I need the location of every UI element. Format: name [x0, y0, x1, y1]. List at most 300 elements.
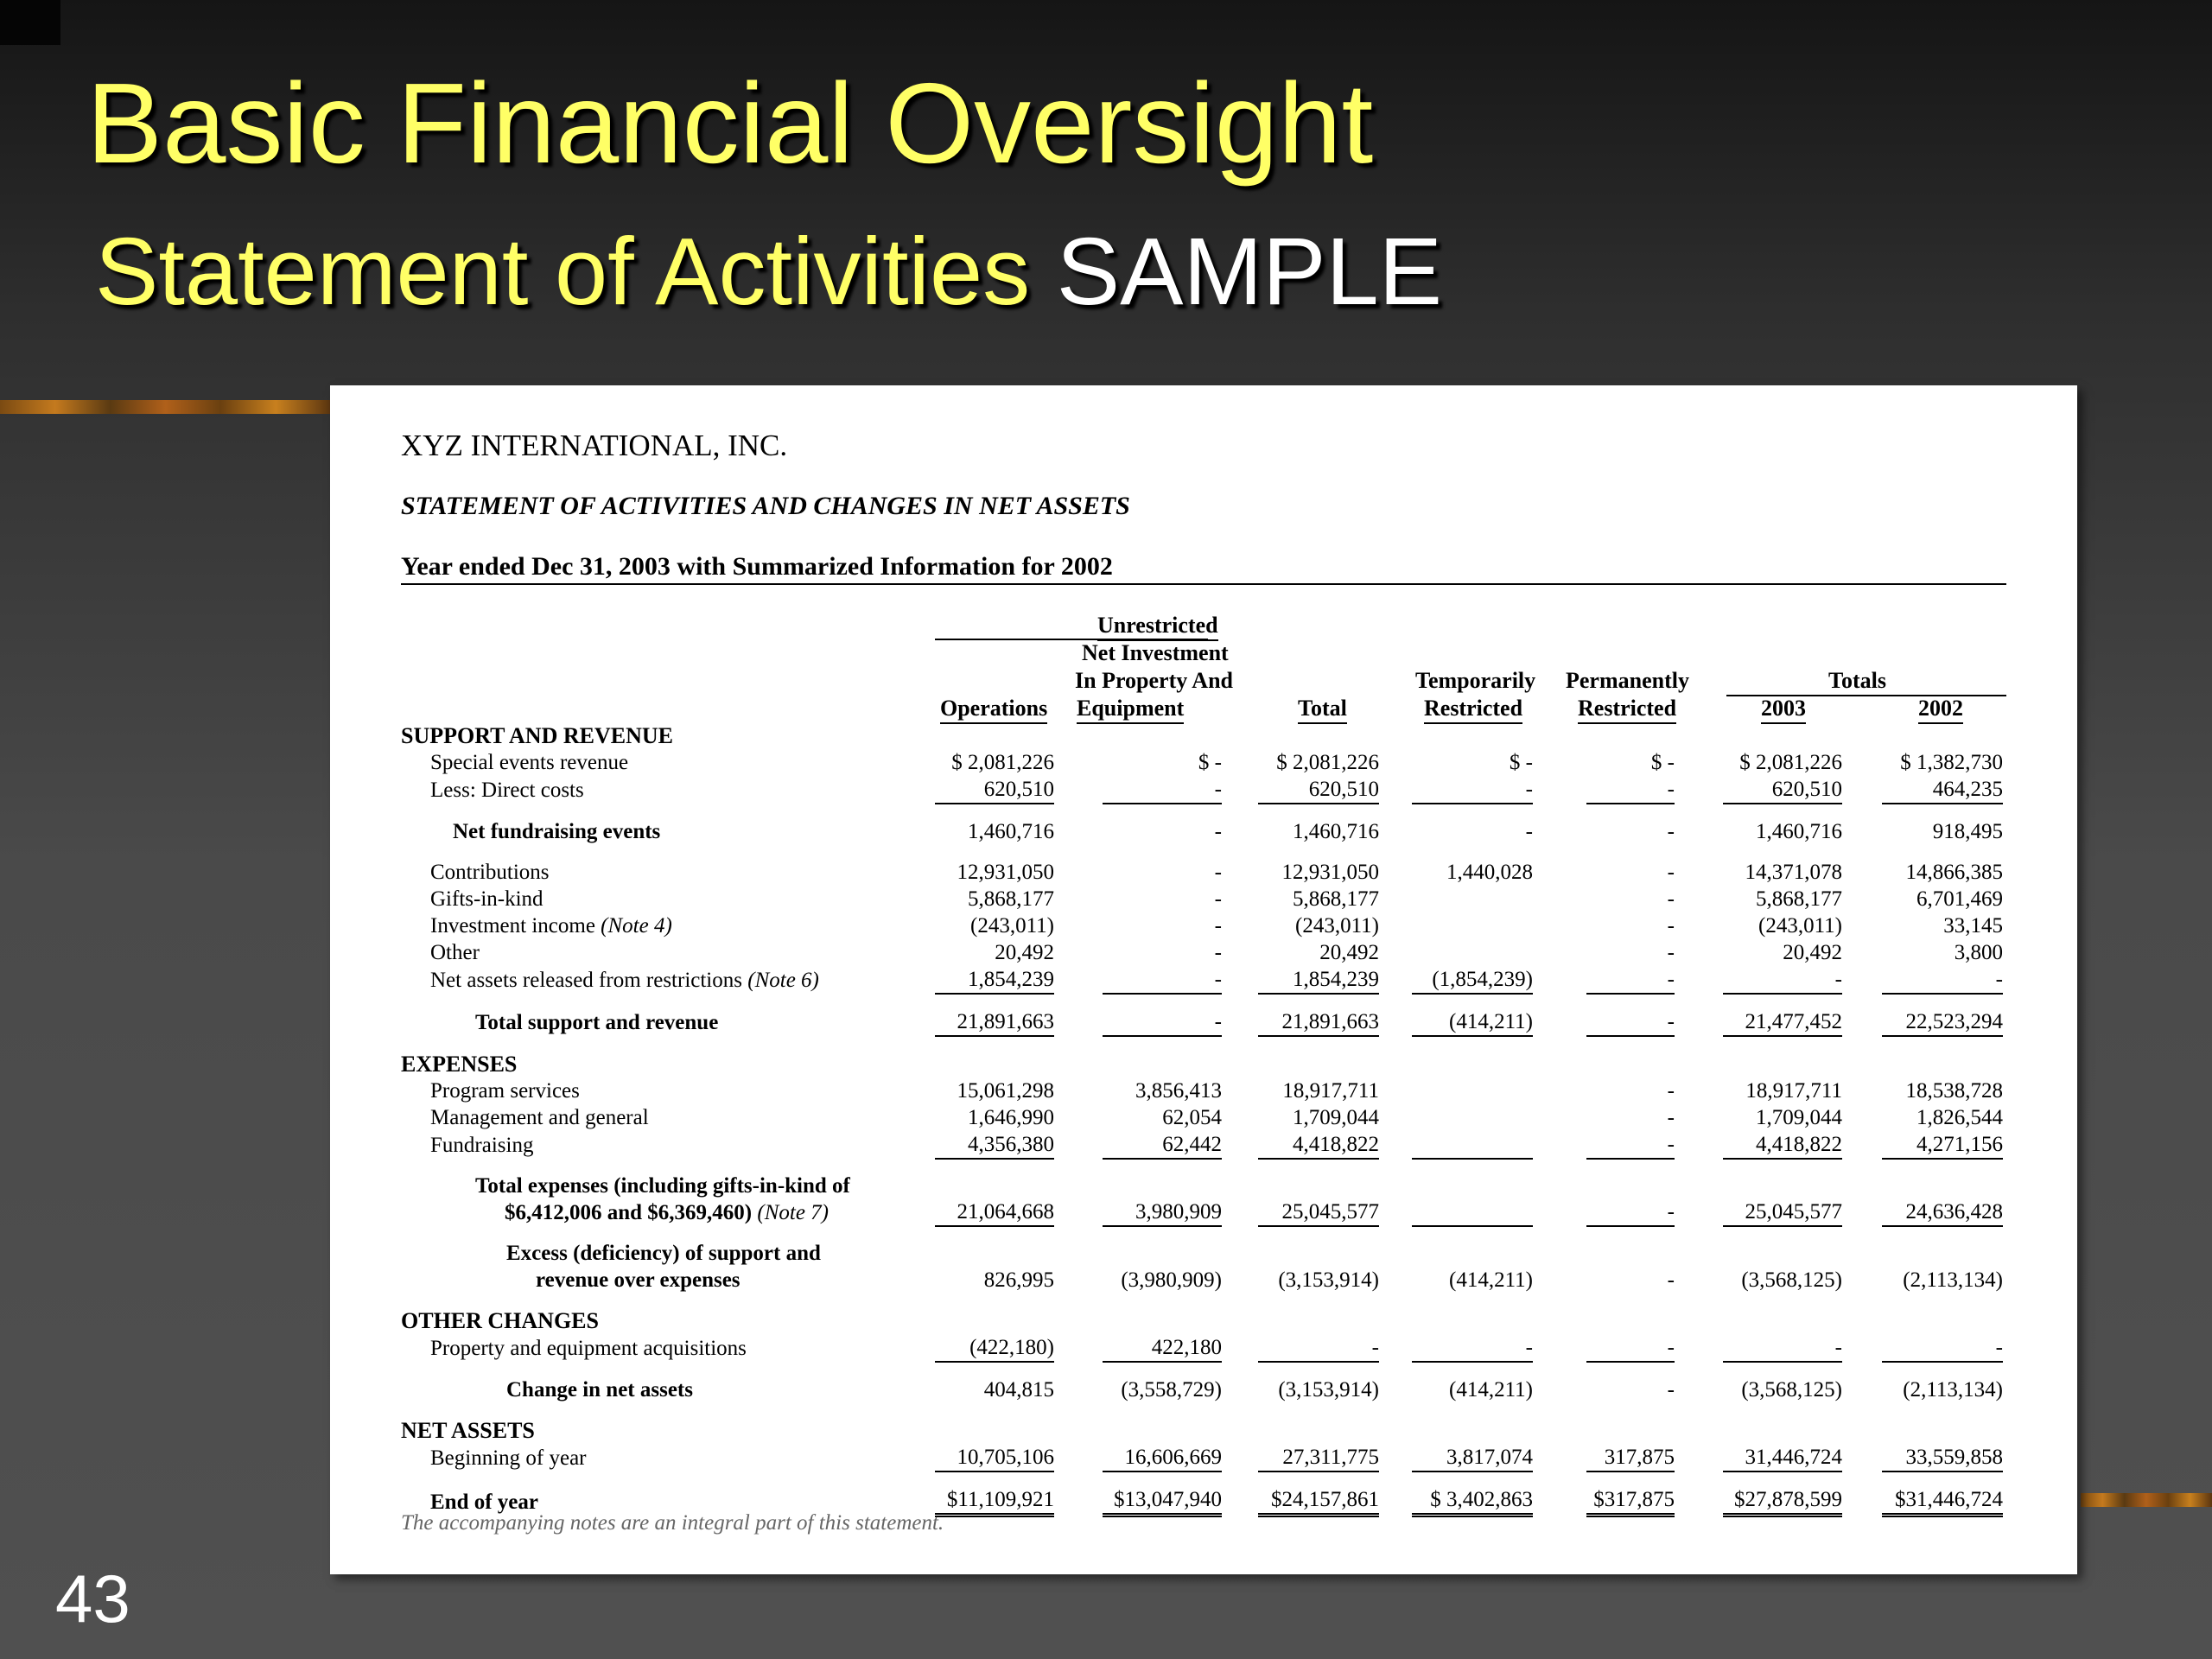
cell-operations [935, 845, 1054, 886]
cell-total [1258, 1444, 1379, 1471]
column-gap [1842, 1444, 1882, 1471]
cell-perm-restricted [1586, 1403, 1675, 1444]
cell-total-2003 [1723, 804, 1842, 845]
cell-equipment [1103, 1226, 1222, 1294]
cell-equipment [1103, 886, 1222, 912]
cell-total-2002 [1882, 1334, 2003, 1362]
column-gap [1533, 1226, 1586, 1294]
table-row [401, 776, 2003, 804]
column-gap [1379, 994, 1412, 1036]
row-label [401, 1159, 935, 1226]
cell-value: - [1667, 1106, 1675, 1129]
slide-subtitle [95, 216, 1442, 328]
column-gap [1842, 886, 1882, 912]
row-label-text: Beginning of year [430, 1446, 587, 1470]
cell-temp-restricted [1412, 994, 1533, 1036]
column-gap [1842, 912, 1882, 939]
cell-value: - [1214, 1010, 1222, 1033]
cell-value: 5,868,177 [968, 887, 1054, 911]
column-gap [1675, 886, 1723, 912]
cell-perm-restricted [1586, 966, 1675, 994]
column-gap [1533, 1294, 1586, 1334]
cell-equipment [1103, 804, 1222, 845]
row-label [401, 1362, 935, 1403]
column-gap [1533, 1362, 1586, 1403]
cell-total-2002 [1882, 1471, 2003, 1516]
row-label-line2 [506, 1267, 935, 1294]
cell-total-2003 [1723, 1159, 1842, 1226]
cell-operations [935, 1036, 1054, 1077]
cell-total-2003 [1723, 1294, 1842, 1334]
cell-total-2002 [1882, 966, 2003, 994]
cell-equipment [1103, 749, 1222, 776]
cell-value: (1,854,239) [1432, 968, 1533, 991]
cell-temp-restricted [1412, 1444, 1533, 1471]
cell-value: - [1667, 1378, 1675, 1402]
cell-operations [935, 912, 1054, 939]
cell-value: 918,495 [1932, 820, 2003, 843]
column-gap [1054, 1104, 1103, 1131]
row-label [401, 1403, 935, 1444]
cell-value: - [1214, 820, 1222, 843]
cell-temp-restricted [1412, 1471, 1533, 1516]
column-gap [1675, 1334, 1723, 1362]
activities-table [401, 722, 2003, 1517]
cell-value: 404,815 [983, 1378, 1054, 1402]
cell-equipment [1103, 1104, 1222, 1131]
column-gap [1054, 1444, 1103, 1471]
cell-equipment [1103, 912, 1222, 939]
cell-value: $ 3,402,863 [1430, 1488, 1533, 1511]
cell-value: (3,153,914) [1278, 1378, 1379, 1402]
cell-value: 6,701,469 [1916, 887, 2003, 911]
cell-value: 33,145 [1943, 914, 2003, 938]
cell-value: 5,868,177 [1293, 887, 1379, 911]
cell-value: - [1214, 861, 1222, 884]
cell-total-2003 [1723, 845, 1842, 886]
cell-value: (3,980,909) [1121, 1268, 1222, 1292]
cell-equipment [1103, 1159, 1222, 1226]
column-gap [1222, 966, 1258, 994]
column-gap [1842, 845, 1882, 886]
cell-total [1258, 994, 1379, 1036]
cell-value: - [1214, 914, 1222, 938]
cell-total-2002 [1882, 1159, 2003, 1226]
cell-value: $31,446,724 [1895, 1488, 2003, 1511]
cell-total [1258, 804, 1379, 845]
row-label-text: Program services [430, 1079, 580, 1103]
column-gap [1379, 804, 1412, 845]
column-gap [1533, 1471, 1586, 1516]
cell-value: $13,047,940 [1114, 1488, 1222, 1511]
cell-total-2002 [1882, 912, 2003, 939]
cell-temp-restricted [1412, 749, 1533, 776]
cell-total [1258, 1036, 1379, 1077]
row-label-text: End of year [430, 1490, 538, 1514]
cell-total-2002 [1882, 1077, 2003, 1104]
cell-value: $ 2,081,226 [1276, 751, 1379, 774]
cell-value: $ - [1650, 751, 1675, 774]
cell-value: 25,045,577 [1281, 1200, 1379, 1224]
column-gap [1054, 886, 1103, 912]
cell-value: (3,153,914) [1278, 1268, 1379, 1292]
column-gap [1054, 939, 1103, 966]
row-label-text: SUPPORT AND REVENUE [401, 723, 673, 748]
column-gap [1222, 749, 1258, 776]
cell-value: 1,709,044 [1293, 1106, 1379, 1129]
cell-operations [935, 939, 1054, 966]
cell-value: (2,113,134) [1903, 1378, 2003, 1402]
column-gap [1675, 1444, 1723, 1471]
column-gap [1222, 1159, 1258, 1226]
column-gap [1222, 776, 1258, 804]
column-gap [1675, 1403, 1723, 1444]
row-label [401, 1444, 935, 1471]
cell-value: 20,492 [995, 941, 1054, 964]
cell-operations [935, 994, 1054, 1036]
cell-total [1258, 912, 1379, 939]
row-label-text: Less: Direct costs [430, 779, 584, 802]
column-gap [1842, 939, 1882, 966]
cell-value: 33,559,858 [1905, 1446, 2003, 1469]
row-label-line2 [475, 1199, 935, 1226]
column-gap [1379, 722, 1412, 749]
cell-value: $ 1,382,730 [1900, 751, 2003, 774]
cell-value: 18,917,711 [1745, 1079, 1842, 1103]
column-gap [1533, 886, 1586, 912]
column-gap [1533, 1403, 1586, 1444]
cell-value: (414,211) [1449, 1378, 1533, 1402]
column-gap [1222, 1104, 1258, 1131]
table-row [401, 1104, 2003, 1131]
column-gap [1533, 1159, 1586, 1226]
cell-operations [935, 1294, 1054, 1334]
column-gap [1222, 1471, 1258, 1516]
column-gap [1379, 1159, 1412, 1226]
cell-value: 620,510 [1771, 778, 1842, 801]
column-gap [1054, 912, 1103, 939]
column-gap [1533, 845, 1586, 886]
table-row [401, 1036, 2003, 1077]
cell-temp-restricted [1412, 845, 1533, 886]
row-label [401, 1131, 935, 1159]
column-gap [1842, 776, 1882, 804]
column-gap [1675, 1471, 1723, 1516]
cell-value: 62,054 [1162, 1106, 1222, 1129]
cell-operations [935, 1104, 1054, 1131]
column-gap [1533, 1104, 1586, 1131]
cell-value: - [1667, 778, 1675, 801]
column-gap [1842, 1077, 1882, 1104]
column-gap [1675, 1131, 1723, 1159]
header-totals: Totals [1828, 668, 1886, 693]
cell-perm-restricted [1586, 845, 1675, 886]
cell-total-2003 [1723, 1104, 1842, 1131]
cell-value: - [1667, 1079, 1675, 1103]
cell-temp-restricted [1412, 722, 1533, 749]
column-gap [1842, 1131, 1882, 1159]
cell-equipment [1103, 1362, 1222, 1403]
column-gap [1222, 1226, 1258, 1294]
column-gap [1054, 1159, 1103, 1226]
cell-equipment [1103, 1131, 1222, 1159]
cell-temp-restricted [1412, 1104, 1533, 1131]
column-gap [1054, 1334, 1103, 1362]
cell-value: 422,180 [1151, 1336, 1222, 1359]
cell-total [1258, 1077, 1379, 1104]
cell-operations [935, 1131, 1054, 1159]
row-note: (Note 6) [747, 969, 819, 992]
cell-value: - [1525, 820, 1533, 843]
column-gap [1222, 1036, 1258, 1077]
cell-value: - [1214, 887, 1222, 911]
cell-value: $24,157,861 [1271, 1488, 1379, 1511]
cell-value: 16,606,669 [1124, 1446, 1222, 1469]
column-gap [1379, 1131, 1412, 1159]
row-label [401, 1294, 935, 1334]
column-gap [1675, 912, 1723, 939]
cell-temp-restricted [1412, 1334, 1533, 1362]
cell-value: 21,064,668 [957, 1200, 1054, 1224]
table-row [401, 1403, 2003, 1444]
cell-perm-restricted [1586, 776, 1675, 804]
cell-temp-restricted [1412, 939, 1533, 966]
cell-total-2002 [1882, 1444, 2003, 1471]
statement-title: STATEMENT OF ACTIVITIES AND CHANGES IN NET ASSETS [401, 492, 1130, 520]
column-gap [1379, 1362, 1412, 1403]
cell-value: (3,568,125) [1741, 1268, 1842, 1292]
cell-value: - [1667, 968, 1675, 991]
cell-equipment [1103, 1444, 1222, 1471]
cell-total [1258, 886, 1379, 912]
cell-perm-restricted [1586, 1334, 1675, 1362]
cell-value: 3,817,074 [1446, 1446, 1533, 1469]
row-label [401, 912, 935, 939]
header-2002: 2002 [1918, 695, 1963, 724]
column-gap [1222, 939, 1258, 966]
cell-perm-restricted [1586, 886, 1675, 912]
column-gap [1842, 1334, 1882, 1362]
cell-equipment [1103, 1077, 1222, 1104]
column-gap [1054, 845, 1103, 886]
table-row [401, 1077, 2003, 1104]
column-gap [1842, 1159, 1882, 1226]
cell-value: 21,477,452 [1745, 1010, 1842, 1033]
column-gap [1675, 804, 1723, 845]
cell-equipment [1103, 722, 1222, 749]
column-gap [1675, 1362, 1723, 1403]
column-gap [1533, 1131, 1586, 1159]
cell-value: 21,891,663 [957, 1010, 1054, 1033]
cell-operations [935, 776, 1054, 804]
column-gap [1379, 1077, 1412, 1104]
cell-total [1258, 1294, 1379, 1334]
column-gap [1054, 749, 1103, 776]
column-gap [1054, 804, 1103, 845]
column-gap [1842, 722, 1882, 749]
column-gap [1379, 1104, 1412, 1131]
cell-total-2002 [1882, 1226, 2003, 1294]
column-gap [1379, 845, 1412, 886]
cell-equipment [1103, 1334, 1222, 1362]
cell-value: (422,180) [969, 1336, 1054, 1359]
cell-value: (243,011) [1295, 914, 1379, 938]
column-gap [1842, 994, 1882, 1036]
cell-value: - [1667, 1133, 1675, 1156]
header-net-investment-2: In Property And [1075, 668, 1233, 693]
company-name: XYZ INTERNATIONAL, INC. [401, 429, 788, 462]
column-gap [1379, 966, 1412, 994]
column-gap [1379, 1471, 1412, 1516]
cell-value: - [1667, 861, 1675, 884]
column-gap [1379, 749, 1412, 776]
cell-value: 1,854,239 [968, 968, 1054, 991]
cell-perm-restricted [1586, 1444, 1675, 1471]
column-gap [1054, 776, 1103, 804]
cell-total [1258, 1104, 1379, 1131]
cell-total-2002 [1882, 994, 2003, 1036]
column-gap [1842, 1362, 1882, 1403]
cell-value: - [1995, 1336, 2003, 1359]
cell-value: 317,875 [1604, 1446, 1675, 1469]
cell-total-2002 [1882, 1036, 2003, 1077]
cell-equipment [1103, 776, 1222, 804]
cell-total-2003 [1723, 886, 1842, 912]
table-row [401, 1444, 2003, 1471]
column-gap [1379, 1226, 1412, 1294]
table-row [401, 804, 2003, 845]
table-row [401, 749, 2003, 776]
cell-total-2002 [1882, 1104, 2003, 1131]
column-gap [1222, 722, 1258, 749]
cell-value: - [1214, 968, 1222, 991]
decorative-stripe-left [0, 400, 331, 414]
column-gap [1675, 1104, 1723, 1131]
header-perm-restricted: Restricted [1578, 695, 1676, 724]
cell-value: - [1525, 1336, 1533, 1359]
cell-equipment [1103, 1403, 1222, 1444]
cell-value: 4,418,822 [1293, 1133, 1379, 1156]
row-label-text: Total support and revenue [475, 1011, 719, 1034]
financial-statement-document [330, 385, 2077, 1574]
column-gap [1675, 1159, 1723, 1226]
row-label-line2-text: revenue over expenses [536, 1268, 741, 1292]
column-gap [1222, 1362, 1258, 1403]
cell-value: - [1371, 1336, 1379, 1359]
cell-operations [935, 1077, 1054, 1104]
cell-total [1258, 1159, 1379, 1226]
cell-value: $ 2,081,226 [951, 751, 1054, 774]
row-label [401, 1334, 935, 1362]
cell-value: 15,061,298 [957, 1079, 1054, 1103]
row-label-text: Net fundraising events [453, 820, 661, 843]
cell-total [1258, 966, 1379, 994]
column-gap [1675, 722, 1723, 749]
cell-value: - [1667, 1200, 1675, 1224]
cell-value: 22,523,294 [1905, 1010, 2003, 1033]
cell-total-2002 [1882, 1362, 2003, 1403]
cell-total-2003 [1723, 1471, 1842, 1516]
row-label [401, 966, 935, 994]
cell-value: - [1667, 1268, 1675, 1292]
cell-value: 24,636,428 [1905, 1200, 2003, 1224]
header-total: Total [1298, 695, 1347, 724]
cell-total [1258, 845, 1379, 886]
cell-operations [935, 1159, 1054, 1226]
cell-operations [935, 1362, 1054, 1403]
column-gap [1222, 1334, 1258, 1362]
cell-equipment [1103, 1471, 1222, 1516]
cell-value: 3,856,413 [1135, 1079, 1222, 1103]
header-net-investment-1: Net Investment [1082, 640, 1229, 665]
column-gap [1054, 722, 1103, 749]
cell-value: 14,866,385 [1905, 861, 2003, 884]
cell-value: 1,440,028 [1446, 861, 1533, 884]
cell-operations [935, 1403, 1054, 1444]
cell-total [1258, 722, 1379, 749]
column-gap [1222, 886, 1258, 912]
row-label [401, 749, 935, 776]
cell-total-2002 [1882, 776, 2003, 804]
cell-total-2002 [1882, 804, 2003, 845]
cell-value: - [1667, 914, 1675, 938]
row-label-text: Excess (deficiency) of support and [506, 1242, 821, 1265]
cell-total-2003 [1723, 1403, 1842, 1444]
column-gap [1842, 1104, 1882, 1131]
cell-temp-restricted [1412, 886, 1533, 912]
cell-value: 1,460,716 [968, 820, 1054, 843]
row-label [401, 804, 935, 845]
cell-value: 4,356,380 [968, 1133, 1054, 1156]
cell-equipment [1103, 966, 1222, 994]
cell-total [1258, 1471, 1379, 1516]
column-gap [1379, 1294, 1412, 1334]
cell-value: - [1214, 778, 1222, 801]
row-label [401, 845, 935, 886]
column-gap [1054, 1471, 1103, 1516]
cell-value: 1,460,716 [1756, 820, 1842, 843]
cell-total [1258, 776, 1379, 804]
header-temp-restricted: Restricted [1424, 695, 1522, 724]
table-row [401, 939, 2003, 966]
column-gap [1054, 1077, 1103, 1104]
corner-mark [0, 0, 60, 45]
column-gap [1533, 966, 1586, 994]
cell-temp-restricted [1412, 1403, 1533, 1444]
column-gap [1379, 912, 1412, 939]
slide-number: 43 [55, 1560, 130, 1637]
cell-operations [935, 886, 1054, 912]
cell-value: 1,709,044 [1756, 1106, 1842, 1129]
column-gap [1222, 912, 1258, 939]
cell-operations [935, 749, 1054, 776]
column-gap [1533, 1444, 1586, 1471]
cell-perm-restricted [1586, 749, 1675, 776]
cell-value: - [1995, 968, 2003, 991]
column-gap [1533, 749, 1586, 776]
cell-temp-restricted [1412, 912, 1533, 939]
column-gap [1533, 912, 1586, 939]
column-gap [1842, 966, 1882, 994]
cell-value: - [1667, 820, 1675, 843]
column-gap [1379, 1403, 1412, 1444]
cell-value: 12,931,050 [957, 861, 1054, 884]
header-permanently: Permanently [1566, 668, 1689, 693]
cell-temp-restricted [1412, 1362, 1533, 1403]
column-gap [1675, 1226, 1723, 1294]
column-gap [1533, 994, 1586, 1036]
cell-total-2003 [1723, 1226, 1842, 1294]
